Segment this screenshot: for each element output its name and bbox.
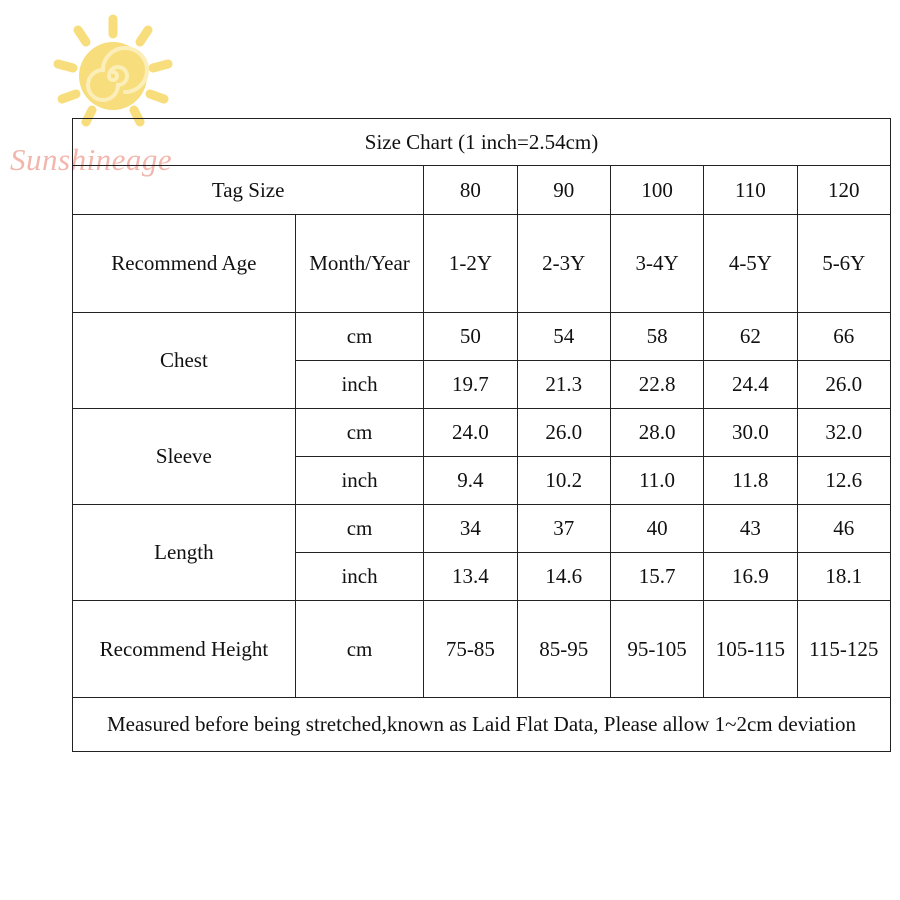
value-cell: 105-115 xyxy=(704,601,797,698)
value-cell: 26.0 xyxy=(797,361,890,409)
unit-cell: inch xyxy=(295,361,423,409)
value-cell: 62 xyxy=(704,313,797,361)
value-cell: 13.4 xyxy=(424,553,517,601)
value-cell: 1-2Y xyxy=(424,215,517,313)
table-title: Size Chart (1 inch=2.54cm) xyxy=(73,119,891,166)
value-cell: 11.0 xyxy=(610,457,703,505)
unit-cell: cm xyxy=(295,601,423,698)
value-cell: 46 xyxy=(797,505,890,553)
value-cell: 34 xyxy=(424,505,517,553)
value-cell: 15.7 xyxy=(610,553,703,601)
tag-size-cell: 110 xyxy=(704,166,797,215)
value-cell: 14.6 xyxy=(517,553,610,601)
value-cell: 16.9 xyxy=(704,553,797,601)
deviation-note: Measured before being stretched,known as Laid Flat Data, Please allow 1~2cm deviation xyxy=(73,698,891,752)
size-chart-table xyxy=(72,118,891,752)
value-cell: 58 xyxy=(610,313,703,361)
value-cell: 95-105 xyxy=(610,601,703,698)
recommend-height-row xyxy=(73,601,891,698)
value-cell: 37 xyxy=(517,505,610,553)
unit-cell: inch xyxy=(295,553,423,601)
value-cell: 54 xyxy=(517,313,610,361)
row-label: Length xyxy=(73,505,296,601)
row-label: Sleeve xyxy=(73,409,296,505)
value-cell: 2-3Y xyxy=(517,215,610,313)
unit-cell: cm xyxy=(295,409,423,457)
unit-cell: cm xyxy=(295,313,423,361)
unit-cell: cm xyxy=(295,505,423,553)
sun-spiral-icon xyxy=(48,14,178,134)
row-label: Recommend Age xyxy=(73,215,296,313)
value-cell: 9.4 xyxy=(424,457,517,505)
brand-name: Sunshineage xyxy=(10,142,173,177)
chest-cm-row xyxy=(73,313,891,361)
value-cell: 21.3 xyxy=(517,361,610,409)
row-label: Chest xyxy=(73,313,296,409)
value-cell: 28.0 xyxy=(610,409,703,457)
tag-size-cell: 120 xyxy=(797,166,890,215)
value-cell: 12.6 xyxy=(797,457,890,505)
value-cell: 10.2 xyxy=(517,457,610,505)
value-cell: 3-4Y xyxy=(610,215,703,313)
value-cell: 66 xyxy=(797,313,890,361)
tag-size-label: Tag Size xyxy=(73,166,424,215)
value-cell: 85-95 xyxy=(517,601,610,698)
value-cell: 19.7 xyxy=(424,361,517,409)
value-cell: 32.0 xyxy=(797,409,890,457)
value-cell: 75-85 xyxy=(424,601,517,698)
value-cell: 26.0 xyxy=(517,409,610,457)
unit-cell: Month/Year xyxy=(295,215,423,313)
note-row xyxy=(73,698,891,752)
tag-size-cell: 100 xyxy=(610,166,703,215)
value-cell: 5-6Y xyxy=(797,215,890,313)
sleeve-cm-row xyxy=(73,409,891,457)
value-cell: 43 xyxy=(704,505,797,553)
tag-size-cell: 80 xyxy=(424,166,517,215)
value-cell: 11.8 xyxy=(704,457,797,505)
length-cm-row xyxy=(73,505,891,553)
value-cell: 40 xyxy=(610,505,703,553)
tag-size-cell: 90 xyxy=(517,166,610,215)
row-label: Recommend Height xyxy=(73,601,296,698)
value-cell: 115-125 xyxy=(797,601,890,698)
value-cell: 24.0 xyxy=(424,409,517,457)
tag-size-row xyxy=(73,166,891,215)
unit-cell: inch xyxy=(295,457,423,505)
title-row xyxy=(73,119,891,166)
value-cell: 30.0 xyxy=(704,409,797,457)
value-cell: 24.4 xyxy=(704,361,797,409)
recommend-age-row xyxy=(73,215,891,313)
value-cell: 4-5Y xyxy=(704,215,797,313)
value-cell: 22.8 xyxy=(610,361,703,409)
value-cell: 18.1 xyxy=(797,553,890,601)
value-cell: 50 xyxy=(424,313,517,361)
